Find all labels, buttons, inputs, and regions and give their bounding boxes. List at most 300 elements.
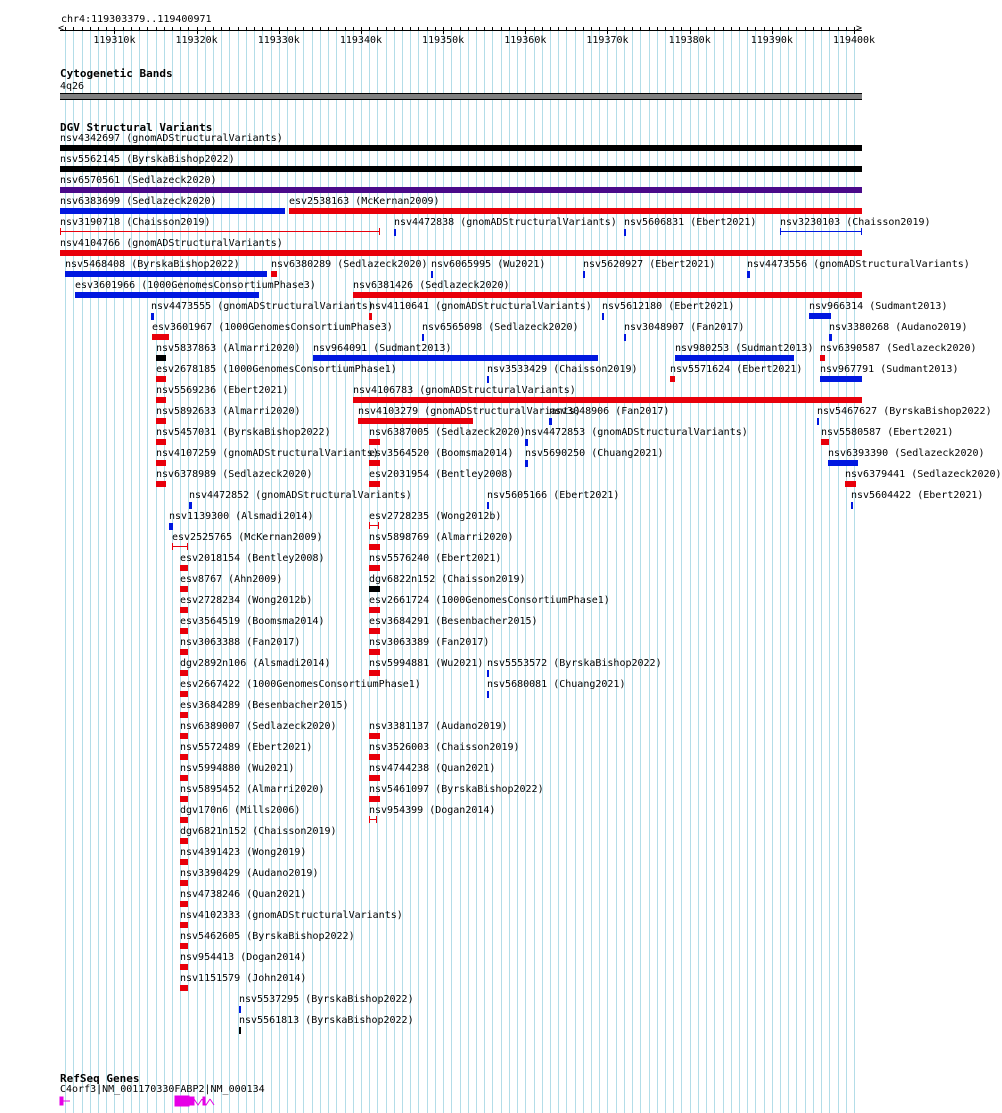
dgv-feature-label[interactable]: nsv6065995 (Wu2021) bbox=[431, 259, 546, 270]
dgv-feature-label[interactable]: nsv980253 (Sudmant2013) bbox=[675, 343, 814, 354]
ruler-tick bbox=[829, 27, 830, 31]
dgv-feature-bar[interactable] bbox=[369, 775, 380, 781]
ruler-tick bbox=[698, 27, 699, 31]
ruler-tick-label: 119330k bbox=[257, 35, 300, 46]
ruler-tick bbox=[558, 27, 559, 31]
ruler-tick bbox=[73, 27, 74, 31]
dgv-feature-bar[interactable] bbox=[369, 565, 380, 571]
dgv-feature-label[interactable]: nsv4744238 (Quan2021) bbox=[369, 763, 496, 774]
gene-fabp2-intron-1 bbox=[194, 1099, 202, 1105]
ruler-tick bbox=[706, 27, 707, 31]
dgv-feature-bar[interactable] bbox=[369, 313, 371, 320]
dgv-feature-label[interactable]: nsv5620927 (Ebert2021) bbox=[583, 259, 716, 270]
dgv-feature-bar[interactable] bbox=[180, 901, 187, 907]
dgv-feature-bar-cap bbox=[369, 816, 370, 823]
dgv-feature-bar[interactable] bbox=[60, 166, 862, 172]
dgv-feature-bar[interactable] bbox=[369, 670, 380, 676]
dgv-feature-label[interactable]: dgv6821n152 (Chaisson2019) bbox=[180, 826, 337, 837]
dgv-feature-label[interactable]: esv2018154 (Bentley2008) bbox=[180, 553, 325, 564]
dgv-feature-label[interactable]: nsv5604422 (Ebert2021) bbox=[851, 490, 984, 501]
ruler-tick bbox=[254, 27, 255, 31]
ruler-tick bbox=[534, 27, 535, 31]
dgv-feature-label[interactable]: esv3684289 (Besenbacher2015) bbox=[180, 700, 349, 711]
dgv-feature-label[interactable]: esv8767 (Ahn2009) bbox=[180, 574, 283, 585]
dgv-feature-label[interactable]: nsv966314 (Sudmant2013) bbox=[809, 301, 948, 312]
dgv-feature-bar[interactable] bbox=[369, 460, 380, 466]
ruler-tick bbox=[788, 27, 789, 31]
dgv-feature-bar[interactable] bbox=[172, 546, 188, 547]
dgv-feature-bar[interactable] bbox=[369, 439, 380, 445]
dgv-feature-bar[interactable] bbox=[60, 145, 862, 151]
dgv-feature-bar[interactable] bbox=[809, 313, 831, 319]
dgv-feature-label[interactable]: nsv5580587 (Ebert2021) bbox=[821, 427, 954, 438]
ruler-tick bbox=[575, 27, 576, 31]
dgv-feature-label[interactable]: nsv5461097 (ByrskaBishop2022) bbox=[369, 784, 544, 795]
dgv-feature-label[interactable]: nsv6570561 (Sedlazeck2020) bbox=[60, 175, 217, 186]
dgv-feature-label[interactable]: nsv6565098 (Sedlazeck2020) bbox=[422, 322, 579, 333]
dgv-feature-label[interactable]: esv3601966 (1000GenomesConsortiumPhase3) bbox=[75, 280, 316, 291]
dgv-feature-bar[interactable] bbox=[180, 796, 187, 802]
dgv-feature-label[interactable]: nsv4104766 (gnomADStructuralVariants) bbox=[60, 238, 283, 249]
dgv-feature-bar[interactable] bbox=[180, 649, 187, 655]
ruler-tick bbox=[361, 27, 362, 34]
dgv-feature-label[interactable]: nsv6383699 (Sedlazeck2020) bbox=[60, 196, 217, 207]
dgv-feature-bar[interactable] bbox=[602, 313, 604, 320]
ruler-tick bbox=[616, 27, 617, 31]
ruler-tick bbox=[476, 27, 477, 31]
dgv-feature-bar[interactable] bbox=[152, 334, 169, 340]
dgv-feature-bar-cap bbox=[780, 228, 781, 235]
ruler-tick bbox=[484, 27, 485, 31]
dgv-feature-bar[interactable] bbox=[189, 502, 191, 509]
ruler-tick bbox=[156, 27, 157, 31]
dgv-feature-label[interactable]: nsv4473556 (gnomADStructuralVariants) bbox=[747, 259, 970, 270]
dgv-feature-label[interactable]: nsv964091 (Sudmant2013) bbox=[313, 343, 452, 354]
cytoband-bar[interactable] bbox=[60, 93, 862, 100]
dgv-feature-bar[interactable] bbox=[180, 943, 187, 949]
dgv-feature-bar[interactable] bbox=[851, 502, 853, 509]
dgv-feature-bar[interactable] bbox=[487, 376, 489, 383]
dgv-feature-label[interactable]: nsv3190718 (Chaisson2019) bbox=[60, 217, 211, 228]
ruler-tick bbox=[229, 27, 230, 31]
dgv-feature-label[interactable]: nsv3230103 (Chaisson2019) bbox=[780, 217, 931, 228]
ruler-tick-label: 119380k bbox=[668, 35, 711, 46]
dgv-feature-bar[interactable] bbox=[820, 376, 862, 382]
dgv-feature-label[interactable]: esv2661724 (1000GenomesConsortiumPhase1) bbox=[369, 595, 610, 606]
ruler-tick bbox=[435, 27, 436, 31]
dgv-feature-label[interactable]: nsv5898769 (Almarri2020) bbox=[369, 532, 514, 543]
ruler-tick bbox=[98, 27, 99, 31]
dgv-feature-bar[interactable] bbox=[180, 628, 187, 634]
ruler-tick bbox=[164, 27, 165, 31]
dgv-feature-bar[interactable] bbox=[845, 481, 857, 487]
dgv-track-title: DGV Structural Variants bbox=[60, 121, 213, 134]
dgv-feature-bar[interactable] bbox=[487, 691, 489, 698]
dgv-feature-label[interactable]: nsv5561813 (ByrskaBishop2022) bbox=[239, 1015, 414, 1026]
cytoband-label: 4q26 bbox=[60, 81, 85, 92]
dgv-feature-bar[interactable] bbox=[369, 628, 380, 634]
dgv-feature-bar[interactable] bbox=[180, 859, 187, 865]
dgv-feature-label[interactable]: nsv6381426 (Sedlazeck2020) bbox=[353, 280, 510, 291]
dgv-feature-label[interactable]: nsv4472838 (gnomADStructuralVariants) bbox=[394, 217, 617, 228]
dgv-feature-label[interactable]: nsv4391423 (Wong2019) bbox=[180, 847, 307, 858]
dgv-feature-label[interactable]: nsv5606831 (Ebert2021) bbox=[624, 217, 757, 228]
ruler-tick bbox=[632, 27, 633, 31]
dgv-feature-bar[interactable] bbox=[60, 231, 380, 232]
ruler-tick bbox=[451, 27, 452, 31]
ruler-tick bbox=[780, 27, 781, 31]
dgv-feature-bar[interactable] bbox=[817, 418, 819, 425]
dgv-feature-label[interactable]: nsv3063389 (Fan2017) bbox=[369, 637, 490, 648]
ruler-tick bbox=[714, 27, 715, 31]
dgv-feature-bar[interactable] bbox=[394, 229, 396, 236]
dgv-feature-bar-cap bbox=[861, 228, 862, 235]
ruler-tick bbox=[846, 27, 847, 31]
dgv-feature-bar[interactable] bbox=[180, 922, 187, 928]
dgv-feature-bar[interactable] bbox=[624, 334, 626, 341]
ruler-tick bbox=[764, 27, 765, 31]
ruler-tick bbox=[180, 27, 181, 31]
gene-fabp2-exon-3 bbox=[203, 1097, 205, 1105]
dgv-feature-label[interactable]: nsv5680081 (Chuang2021) bbox=[487, 679, 626, 690]
ruler-tick-label: 119400k bbox=[832, 35, 876, 46]
dgv-feature-label[interactable]: nsv5994880 (Wu2021) bbox=[180, 763, 295, 774]
dgv-feature-bar[interactable] bbox=[156, 481, 167, 487]
dgv-feature-label[interactable]: nsv5572489 (Ebert2021) bbox=[180, 742, 313, 753]
dgv-feature-bar[interactable] bbox=[180, 733, 187, 739]
ruler-tick bbox=[673, 27, 674, 31]
dgv-feature-bar-cap bbox=[369, 522, 370, 529]
ruler-tick-label: 119390k bbox=[750, 35, 793, 46]
dgv-feature-label[interactable]: nsv5892633 (Almarri2020) bbox=[156, 406, 301, 417]
refseq-track-title: RefSeq Genes bbox=[60, 1072, 140, 1085]
dgv-feature-label[interactable]: nsv4472852 (gnomADStructuralVariants) bbox=[189, 490, 412, 501]
dgv-feature-bar[interactable] bbox=[828, 460, 858, 466]
dgv-feature-label[interactable]: nsv5468408 (ByrskaBishop2022) bbox=[65, 259, 240, 270]
dgv-feature-bar[interactable] bbox=[487, 502, 489, 509]
dgv-feature-label[interactable]: nsv3048907 (Fan2017) bbox=[624, 322, 745, 333]
ruler-tick bbox=[657, 27, 658, 31]
ruler-tick bbox=[312, 27, 313, 31]
ruler-tick bbox=[591, 27, 592, 31]
dgv-feature-bar[interactable] bbox=[156, 460, 167, 466]
dgv-feature-bar[interactable] bbox=[358, 418, 473, 424]
dgv-feature-label[interactable]: nsv4738246 (Quan2021) bbox=[180, 889, 307, 900]
ruler-tick bbox=[517, 27, 518, 31]
dgv-feature-label[interactable]: nsv3390429 (Audano2019) bbox=[180, 868, 319, 879]
dgv-feature-label[interactable]: dgv2892n106 (Alsmadi2014) bbox=[180, 658, 331, 669]
dgv-feature-label[interactable]: esv2538163 (McKernan2009) bbox=[289, 196, 440, 207]
dgv-feature-bar[interactable] bbox=[180, 607, 187, 613]
dgv-feature-label[interactable]: nsv6378989 (Sedlazeck2020) bbox=[156, 469, 313, 480]
dgv-feature-bar[interactable] bbox=[180, 964, 187, 970]
ruler-left-arrow: < bbox=[58, 23, 65, 34]
dgv-feature-label[interactable]: nsv954413 (Dogan2014) bbox=[180, 952, 307, 963]
ruler-tick bbox=[731, 27, 732, 31]
ruler-tick bbox=[640, 27, 641, 31]
ruler-tick bbox=[755, 27, 756, 31]
dgv-feature-label[interactable]: nsv5562145 (ByrskaBishop2022) bbox=[60, 154, 235, 165]
ruler-tick bbox=[681, 27, 682, 31]
dgv-feature-label[interactable]: nsv3063388 (Fan2017) bbox=[180, 637, 301, 648]
dgv-feature-label[interactable]: nsv3526003 (Chaisson2019) bbox=[369, 742, 520, 753]
location-label: chr4:119303379..119400971 bbox=[61, 14, 212, 25]
ruler-tick bbox=[443, 27, 444, 34]
dgv-feature-bar[interactable] bbox=[487, 670, 489, 677]
dgv-feature-bar[interactable] bbox=[670, 376, 675, 382]
dgv-feature-label[interactable]: nsv5467627 (ByrskaBishop2022) bbox=[817, 406, 992, 417]
ruler-tick bbox=[279, 27, 280, 34]
dgv-feature-label[interactable]: nsv6380289 (Sedlazeck2020) bbox=[271, 259, 428, 270]
dgv-feature-label[interactable]: nsv6389007 (Sedlazeck2020) bbox=[180, 721, 337, 732]
ruler-tick bbox=[550, 27, 551, 31]
ruler-tick-label: 119350k bbox=[422, 35, 465, 46]
gene-fabp2-intron-3 bbox=[210, 1099, 214, 1105]
dgv-feature-bar[interactable] bbox=[180, 565, 187, 571]
dgv-feature-label[interactable]: esv2667422 (1000GenomesConsortiumPhase1) bbox=[180, 679, 421, 690]
dgv-feature-bar[interactable] bbox=[156, 376, 167, 382]
dgv-feature-label[interactable]: dgv6822n152 (Chaisson2019) bbox=[369, 574, 526, 585]
dgv-feature-bar-cap bbox=[376, 816, 377, 823]
gene-fabp2-exon-2 bbox=[190, 1097, 194, 1105]
ruler-tick bbox=[262, 27, 263, 31]
dgv-feature-bar[interactable] bbox=[422, 334, 424, 341]
dgv-feature-label[interactable]: esv2728234 (Wong2012b) bbox=[180, 595, 313, 606]
dgv-feature-bar[interactable] bbox=[180, 712, 187, 718]
dgv-feature-label[interactable]: esv3564519 (Boomsma2014) bbox=[180, 616, 325, 627]
dgv-feature-label[interactable]: nsv5569236 (Ebert2021) bbox=[156, 385, 289, 396]
dgv-feature-label[interactable]: nsv4103279 (gnomADStructuralVariants) bbox=[358, 406, 581, 417]
dgv-feature-label[interactable]: nsv3533429 (Chaisson2019) bbox=[487, 364, 638, 375]
ruler-tick bbox=[607, 27, 608, 34]
dgv-feature-bar[interactable] bbox=[675, 355, 794, 361]
ruler-tick bbox=[394, 27, 395, 31]
dgv-feature-bar[interactable] bbox=[525, 460, 527, 467]
dgv-feature-label[interactable]: esv3564520 (Boomsma2014) bbox=[369, 448, 514, 459]
dgv-feature-bar[interactable] bbox=[180, 754, 187, 760]
dgv-feature-label[interactable]: esv3684291 (Besenbacher2015) bbox=[369, 616, 538, 627]
dgv-feature-bar[interactable] bbox=[151, 313, 153, 320]
dgv-feature-label[interactable]: nsv3380268 (Audano2019) bbox=[829, 322, 968, 333]
dgv-feature-bar[interactable] bbox=[169, 523, 172, 530]
ruler-tick-label: 119310k bbox=[93, 35, 136, 46]
dgv-feature-label[interactable]: nsv5690250 (Chuang2021) bbox=[525, 448, 664, 459]
ruler-tick bbox=[386, 27, 387, 31]
ruler-tick bbox=[460, 27, 461, 31]
dgv-feature-bar[interactable] bbox=[156, 397, 167, 403]
dgv-feature-label[interactable]: nsv5837863 (Almarri2020) bbox=[156, 343, 301, 354]
dgv-feature-bar[interactable] bbox=[431, 271, 433, 278]
ruler-tick bbox=[345, 27, 346, 31]
dgv-feature-bar[interactable] bbox=[180, 985, 187, 991]
ruler-tick bbox=[213, 27, 214, 31]
ruler-tick bbox=[468, 27, 469, 31]
ruler-tick bbox=[238, 27, 239, 31]
dgv-feature-label[interactable]: nsv5612180 (Ebert2021) bbox=[602, 301, 735, 312]
dgv-feature-label[interactable]: nsv4106783 (gnomADStructuralVariants) bbox=[353, 385, 576, 396]
ruler-tick bbox=[320, 27, 321, 31]
ruler-tick bbox=[402, 27, 403, 31]
ruler-tick bbox=[821, 27, 822, 31]
dgv-feature-bar[interactable] bbox=[180, 880, 187, 886]
ruler-tick bbox=[188, 27, 189, 31]
dgv-feature-label[interactable]: nsv4110641 (gnomADStructuralVariants) bbox=[369, 301, 592, 312]
ruler-tick bbox=[410, 27, 411, 31]
ruler-right-arrow: > bbox=[856, 23, 863, 34]
dgv-feature-bar-cap bbox=[378, 522, 379, 529]
dgv-feature-bar[interactable] bbox=[60, 187, 862, 193]
ruler-tick bbox=[772, 27, 773, 34]
dgv-feature-bar[interactable] bbox=[180, 838, 187, 844]
dgv-feature-label[interactable]: nsv5994881 (Wu2021) bbox=[369, 658, 484, 669]
dgv-feature-bar[interactable] bbox=[829, 334, 831, 341]
dgv-feature-bar[interactable] bbox=[369, 544, 380, 550]
ruler-tick-label: 119320k bbox=[175, 35, 218, 46]
ruler-tick bbox=[427, 27, 428, 31]
dgv-feature-label[interactable]: nsv5576240 (Ebert2021) bbox=[369, 553, 502, 564]
dgv-feature-label[interactable]: nsv4107259 (gnomADStructuralVariants) bbox=[156, 448, 379, 459]
ruler-tick bbox=[147, 27, 148, 31]
ruler-tick bbox=[336, 27, 337, 31]
dgv-feature-label[interactable]: nsv6393390 (Sedlazeck2020) bbox=[828, 448, 985, 459]
ruler-tick-label: 119370k bbox=[586, 35, 629, 46]
ruler-tick bbox=[123, 27, 124, 31]
dgv-feature-bar[interactable] bbox=[180, 586, 187, 592]
dgv-feature-label[interactable]: nsv5605166 (Ebert2021) bbox=[487, 490, 620, 501]
dgv-feature-label[interactable]: nsv5457031 (ByrskaBishop2022) bbox=[156, 427, 331, 438]
refseq-gene-model[interactable] bbox=[0, 1094, 890, 1108]
dgv-feature-bar[interactable] bbox=[369, 481, 380, 487]
dgv-feature-bar[interactable] bbox=[525, 439, 527, 446]
ruler-tick bbox=[303, 27, 304, 31]
ruler-tick bbox=[114, 27, 115, 34]
dgv-feature-bar[interactable] bbox=[369, 754, 380, 760]
dgv-feature-label[interactable]: nsv5462605 (ByrskaBishop2022) bbox=[180, 931, 355, 942]
dgv-feature-label[interactable]: nsv5571624 (Ebert2021) bbox=[670, 364, 803, 375]
dgv-feature-bar[interactable] bbox=[624, 229, 626, 236]
dgv-feature-bar[interactable] bbox=[353, 292, 862, 298]
cytoband-track-title: Cytogenetic Bands bbox=[60, 67, 173, 80]
ruler-tick bbox=[221, 27, 222, 31]
dgv-feature-label[interactable]: nsv4473555 (gnomADStructuralVariants) bbox=[151, 301, 374, 312]
dgv-feature-bar[interactable] bbox=[60, 250, 862, 256]
dgv-feature-bar[interactable] bbox=[820, 355, 826, 361]
ruler-tick bbox=[739, 27, 740, 31]
dgv-feature-bar-cap bbox=[172, 543, 173, 550]
dgv-feature-label[interactable]: esv2678185 (1000GenomesConsortiumPhase1) bbox=[156, 364, 397, 375]
ruler-tick bbox=[287, 27, 288, 31]
ruler-tick bbox=[82, 27, 83, 31]
dgv-feature-label[interactable]: nsv5553572 (ByrskaBishop2022) bbox=[487, 658, 662, 669]
gene-label-c4orf3: C4orf3|NM_001170330 bbox=[60, 1084, 175, 1095]
ruler-tick bbox=[377, 27, 378, 31]
ruler-tick bbox=[328, 27, 329, 31]
dgv-feature-bar[interactable] bbox=[75, 292, 259, 298]
dgv-feature-label[interactable]: nsv3048906 (Fan2017) bbox=[549, 406, 670, 417]
dgv-feature-label[interactable]: nsv6390587 (Sedlazeck2020) bbox=[820, 343, 977, 354]
dgv-feature-bar[interactable] bbox=[369, 733, 380, 739]
dgv-feature-label[interactable]: nsv4102333 (gnomADStructuralVariants) bbox=[180, 910, 403, 921]
dgv-feature-bar[interactable] bbox=[747, 271, 749, 278]
gene-fabp2-exon-1 bbox=[175, 1096, 189, 1106]
dgv-feature-label[interactable]: esv2525765 (McKernan2009) bbox=[172, 532, 323, 543]
dgv-feature-bar[interactable] bbox=[156, 355, 167, 361]
dgv-feature-bar[interactable] bbox=[60, 208, 285, 214]
dgv-feature-label[interactable]: nsv4342697 (gnomADStructuralVariants) bbox=[60, 133, 283, 144]
dgv-feature-bar[interactable] bbox=[180, 817, 187, 823]
dgv-feature-bar[interactable] bbox=[65, 271, 267, 277]
ruler-tick bbox=[665, 27, 666, 31]
ruler-tick-label: 119360k bbox=[504, 35, 547, 46]
dgv-feature-bar[interactable] bbox=[549, 418, 551, 425]
ruler-tick bbox=[566, 27, 567, 31]
dgv-feature-bar[interactable] bbox=[353, 397, 862, 403]
dgv-feature-bar[interactable] bbox=[369, 607, 380, 613]
dgv-feature-bar[interactable] bbox=[271, 271, 278, 277]
dgv-feature-label[interactable]: nsv954399 (Dogan2014) bbox=[369, 805, 496, 816]
ruler-tick bbox=[205, 27, 206, 31]
dgv-feature-label[interactable]: nsv967791 (Sudmant2013) bbox=[820, 364, 959, 375]
dgv-feature-label[interactable]: nsv1151579 (John2014) bbox=[180, 973, 307, 984]
dgv-feature-bar[interactable] bbox=[180, 775, 187, 781]
dgv-feature-label[interactable]: esv3601967 (1000GenomesConsortiumPhase3) bbox=[152, 322, 393, 333]
dgv-feature-bar[interactable] bbox=[369, 649, 380, 655]
ruler-tick bbox=[649, 27, 650, 31]
ruler-tick bbox=[813, 27, 814, 31]
ruler-tick bbox=[624, 27, 625, 31]
dgv-feature-label[interactable]: dgv170n6 (Mills2006) bbox=[180, 805, 301, 816]
dgv-feature-bar[interactable] bbox=[780, 231, 862, 232]
ruler-tick bbox=[501, 27, 502, 31]
ruler-tick bbox=[796, 27, 797, 31]
ruler-tick bbox=[139, 27, 140, 31]
ruler-tick bbox=[525, 27, 526, 34]
dgv-feature-bar-cap bbox=[60, 228, 61, 235]
dgv-feature-bar[interactable] bbox=[239, 1006, 241, 1013]
dgv-feature-label[interactable]: nsv5537295 (ByrskaBishop2022) bbox=[239, 994, 414, 1005]
ruler-tick bbox=[747, 27, 748, 31]
ruler-tick bbox=[90, 27, 91, 31]
ruler-tick bbox=[106, 27, 107, 31]
dgv-feature-bar-cap bbox=[187, 543, 188, 550]
ruler-tick bbox=[131, 27, 132, 31]
dgv-feature-label[interactable]: nsv4472853 (gnomADStructuralVariants) bbox=[525, 427, 748, 438]
dgv-feature-bar[interactable] bbox=[289, 208, 862, 214]
dgv-feature-label[interactable]: nsv3381137 (Audano2019) bbox=[369, 721, 508, 732]
dgv-feature-label[interactable]: nsv6379441 (Sedlazeck2020) bbox=[845, 469, 1002, 480]
dgv-feature-bar[interactable] bbox=[369, 586, 380, 592]
ruler-tick bbox=[492, 27, 493, 31]
ruler-tick bbox=[599, 27, 600, 31]
ruler-tick bbox=[369, 27, 370, 31]
ruler-tick bbox=[509, 27, 510, 31]
dgv-feature-label[interactable]: nsv6387005 (Sedlazeck2020) bbox=[369, 427, 526, 438]
dgv-feature-label[interactable]: esv2728235 (Wong2012b) bbox=[369, 511, 502, 522]
dgv-feature-bar-cap bbox=[379, 228, 380, 235]
dgv-feature-label[interactable]: nsv1139300 (Alsmadi2014) bbox=[169, 511, 314, 522]
dgv-feature-bar[interactable] bbox=[369, 796, 380, 802]
dgv-feature-bar[interactable] bbox=[156, 439, 167, 445]
dgv-feature-bar[interactable] bbox=[821, 439, 829, 445]
dgv-feature-bar[interactable] bbox=[156, 418, 167, 424]
dgv-feature-bar[interactable] bbox=[180, 691, 187, 697]
dgv-feature-bar[interactable] bbox=[313, 355, 597, 361]
dgv-feature-label[interactable]: nsv5895452 (Almarri2020) bbox=[180, 784, 325, 795]
dgv-feature-bar[interactable] bbox=[583, 271, 585, 278]
dgv-feature-bar[interactable] bbox=[239, 1027, 241, 1034]
dgv-feature-label[interactable]: esv2031954 (Bentley2008) bbox=[369, 469, 514, 480]
dgv-feature-bar[interactable] bbox=[180, 670, 187, 676]
